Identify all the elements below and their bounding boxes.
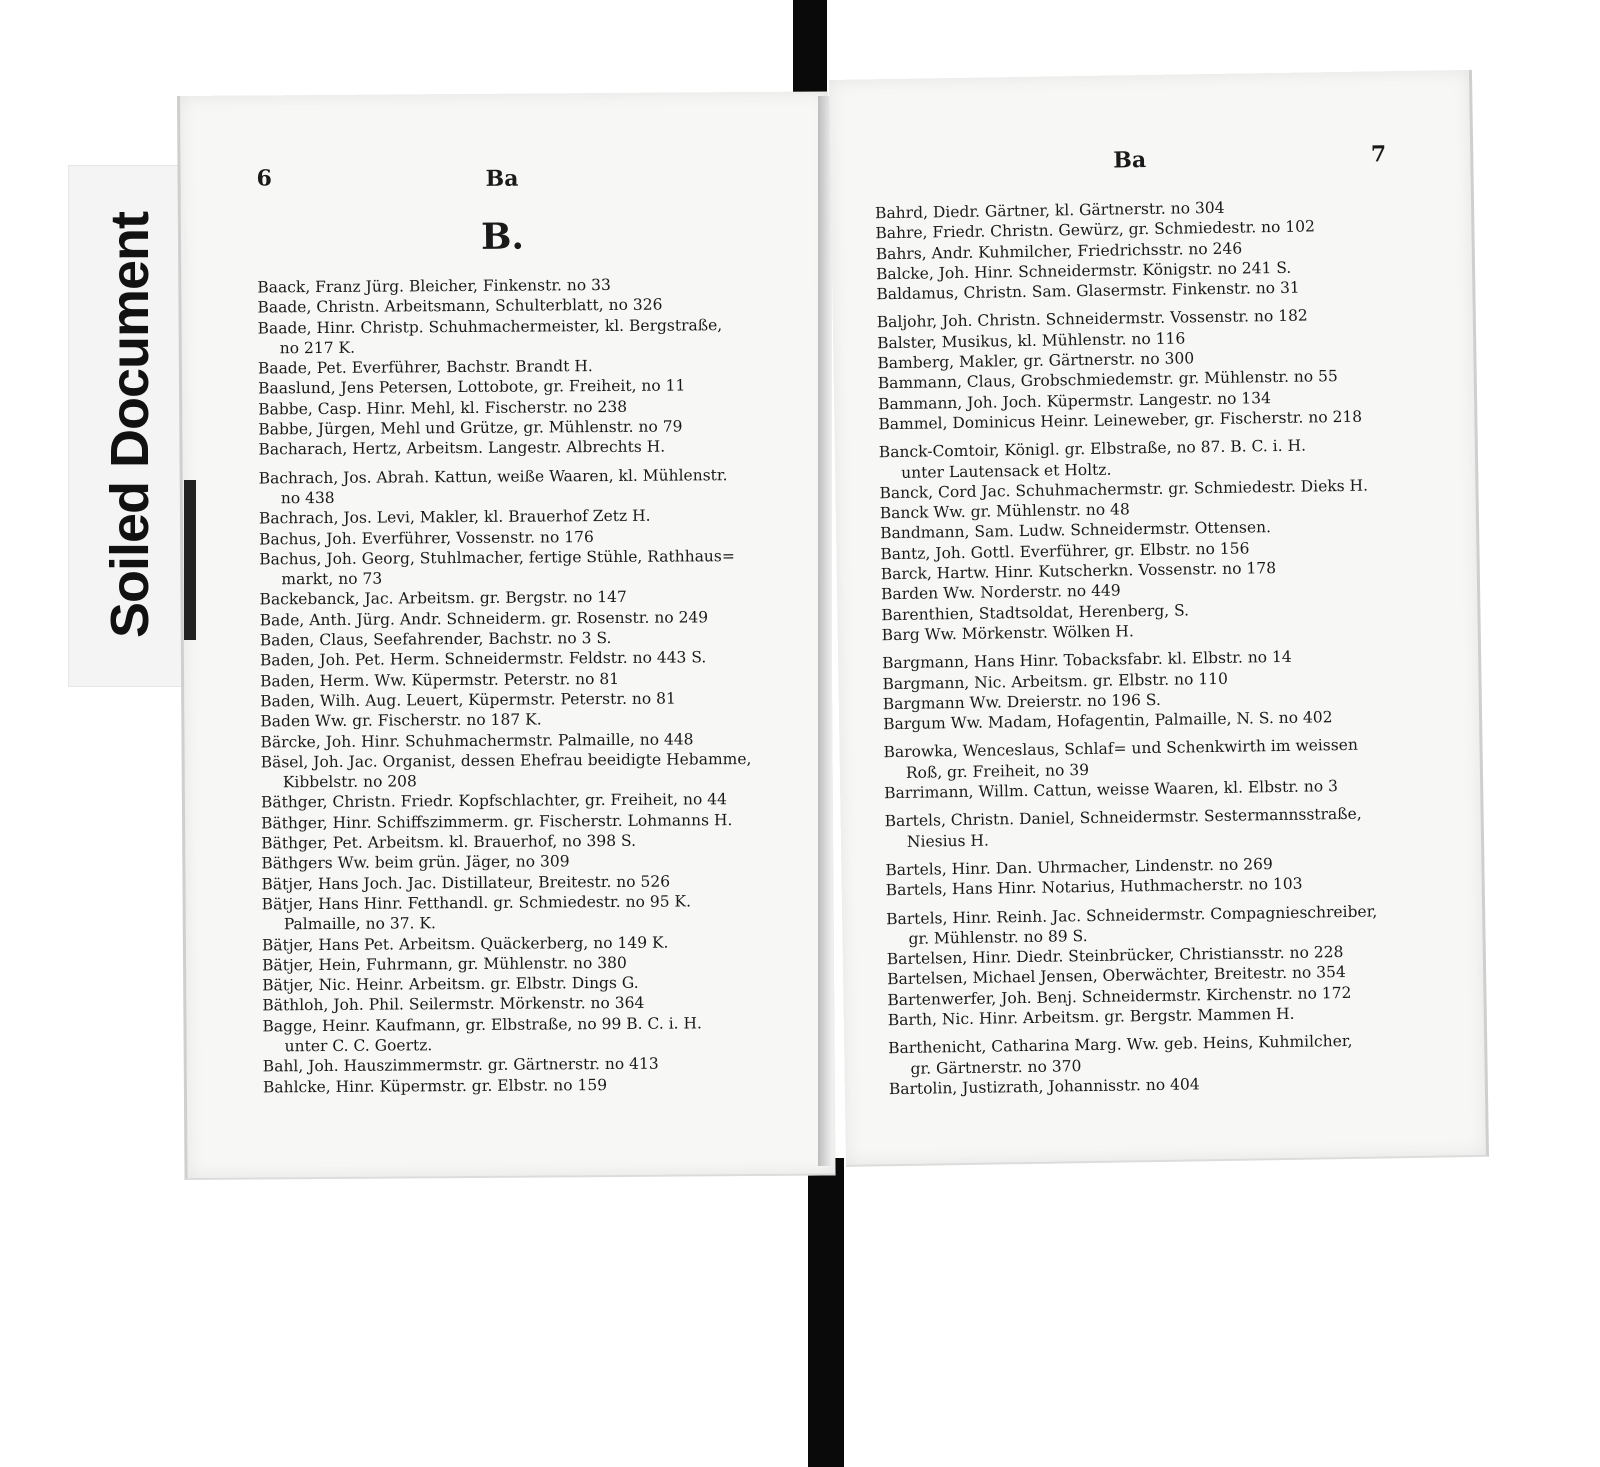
directory-entry: Banck, Cord Jac. Schuhmachermstr. gr. Schmiedestr. Dieks H.: [879, 476, 1369, 503]
directory-entry: Barth, Nic. Hinr. Arbeitsm. gr. Bergstr. Mammen H.: [887, 1004, 1295, 1030]
directory-entry: Bachus, Joh. Georg, Stuhlmacher, fertige Stühle, Rathhaus=: [259, 546, 735, 569]
directory-entry: Barck, Hartw. Hinr. Kutscherkn. Vossenstr. no 178: [880, 559, 1277, 584]
directory-entry: Bade, Anth. Jürg. Andr. Schneiderm. gr. Rosenstr. no 249: [259, 608, 709, 630]
directory-entry: Baden, Joh. Pet. Herm. Schneidermstr. Feldstr. no 443 S.: [259, 648, 707, 670]
binding-strip-top: [793, 0, 827, 100]
directory-entry: Babbe, Casp. Hinr. Mehl, kl. Fischerstr. no 238: [258, 397, 628, 419]
directory-entry-continuation: unter C. C. Goertz.: [284, 1036, 433, 1056]
left-page: [177, 91, 836, 1180]
spine-mark: [184, 480, 196, 640]
directory-entry: Bahre, Friedr. Christn. Gewürz, gr. Schmiedestr. no 102: [875, 217, 1316, 243]
directory-entry: Bammann, Joh. Joch. Küpermstr. Langestr. no 134: [877, 388, 1272, 413]
directory-entry: Bammann, Claus, Grobschmiedemstr. gr. Mühlenstr. no 55: [877, 367, 1338, 393]
directory-entry: Banck Ww. gr. Mühlenstr. no 48: [879, 500, 1130, 523]
directory-entry: Baden Ww. gr. Fischerstr. no 187 K.: [260, 710, 542, 731]
directory-entry: Bacharach, Hertz, Arbeitsm. Langestr. Albrechts H.: [258, 437, 666, 459]
directory-entry: Bachus, Joh. Everführer, Vossenstr. no 176: [259, 527, 594, 548]
directory-entry: Bahlcke, Hinr. Küpermstr. gr. Elbstr. no 159: [262, 1075, 608, 1097]
directory-entry: Barg Ww. Mörkenstr. Wölken H.: [881, 622, 1134, 645]
directory-entry: Balster, Musikus, kl. Mühlenstr. no 116: [876, 329, 1186, 353]
directory-entry: Bargmann, Hans Hinr. Tobacksfabr. kl. Elbstr. no 14: [882, 648, 1292, 673]
stamp-label: Soiled Document: [100, 211, 161, 639]
left-page-header: [180, 161, 828, 200]
directory-entry: Baade, Pet. Everführer, Bachstr. Brandt H.: [257, 357, 593, 378]
directory-entry: Bätjer, Hans Pet. Arbeitsm. Quäckerberg, no 149 K.: [261, 933, 669, 954]
directory-entry: Barthenicht, Catharina Marg. Ww. geb. Heins, Kuhmilcher,: [888, 1032, 1353, 1058]
directory-entry: Banck-Comtoir, Königl. gr. Elbstraße, no 87. B. C. i. H.: [878, 436, 1307, 462]
directory-entry-continuation: unter Lautensack et Holtz.: [901, 460, 1112, 482]
right-page-header: [830, 140, 1470, 184]
directory-entry: Babbe, Jürgen, Mehl und Grütze, gr. Mühlenstr. no 79: [258, 417, 683, 439]
directory-entry: Bäthger, Christn. Friedr. Kopfschlachter, gr. Freiheit, no 44: [260, 790, 728, 812]
directory-entry: Bachrach, Jos. Levi, Makler, kl. Brauerhof Zetz H.: [258, 506, 651, 528]
directory-entry: Backebanck, Jac. Arbeitsm. gr. Bergstr. no 147: [259, 588, 627, 609]
directory-entry: Bartels, Hinr. Reinh. Jac. Schneidermstr. Compagnieschreiber,: [886, 901, 1378, 928]
directory-entry: Bahrs, Andr. Kuhmilcher, Friedrichsstr. no 246: [875, 239, 1243, 263]
directory-entry: Barden Ww. Norderstr. no 449: [880, 581, 1121, 604]
directory-entry: Bätjer, Hans Joch. Jac. Distillateur, Breitestr. no 526: [261, 872, 671, 894]
directory-entry-continuation: no 438: [280, 488, 335, 508]
directory-entry: Bahl, Joh. Hauszimmermstr. gr. Gärtnerstr. no 413: [262, 1054, 659, 1076]
running-head: Ba: [485, 165, 519, 192]
directory-entry: Baaslund, Jens Petersen, Lottobote, gr. Freiheit, no 11: [257, 376, 686, 398]
directory-entry: Bätjer, Hans Hinr. Fetthandl. gr. Schmiedestr. no 95 K.: [261, 892, 692, 914]
directory-entry: Bahrd, Diedr. Gärtner, kl. Gärtnerstr. no 304: [874, 198, 1225, 223]
directory-entry: Bartels, Hans Hinr. Notarius, Huthmacherstr. no 103: [885, 874, 1303, 900]
right-page: [829, 70, 1489, 1167]
directory-entry: Bäthgers Ww. beim grün. Jäger, no 309: [261, 852, 570, 873]
directory-entry-continuation: gr. Gärtnerstr. no 370: [910, 1056, 1082, 1078]
directory-entry: Bagge, Heinr. Kaufmann, gr. Elbstraße, no 99 B. C. i. H.: [262, 1014, 702, 1036]
directory-entry: Bandmann, Sam. Ludw. Schneidermstr. Ottensen.: [879, 518, 1272, 543]
entry-list-left: [257, 274, 823, 1098]
directory-entry: Bachrach, Jos. Abrah. Kattun, weiße Waaren, kl. Mühlenstr.: [258, 465, 728, 488]
page-number: 6: [256, 165, 272, 192]
directory-entry: Bartels, Hinr. Dan. Uhrmacher, Lindenstr. no 269: [885, 855, 1273, 880]
directory-entry: Barrimann, Willm. Cattun, weisse Waaren, kl. Elbstr. no 3: [884, 777, 1339, 803]
directory-entry: Bäsel, Joh. Jac. Organist, dessen Ehefrau beeidigte Hebamme,: [260, 749, 752, 772]
directory-entry: Bammel, Dominicus Heinr. Leineweber, gr. Fischerstr. no 218: [878, 407, 1363, 434]
directory-entry: Baden, Claus, Seefahrender, Bachstr. no 3 S.: [259, 629, 612, 650]
directory-entry: Bargum Ww. Madam, Hofagentin, Palmaille, N. S. no 402: [882, 708, 1333, 734]
directory-entry: Baljohr, Joh. Christn. Schneidermstr. Vossenstr. no 182: [876, 306, 1308, 332]
directory-entry: Barowka, Wenceslaus, Schlaf= und Schenkwirth im weissen: [883, 736, 1358, 762]
directory-entry: Bärcke, Joh. Hinr. Schuhmachermstr. Palmaille, no 448: [260, 729, 694, 751]
directory-entry: Barenthien, Stadtsoldat, Herenberg, S.: [881, 601, 1190, 624]
directory-entry: Bartelsen, Michael Jensen, Oberwächter, Breitestr. no 354: [886, 963, 1346, 989]
page-number: 7: [1370, 141, 1387, 168]
section-letter: B.: [480, 215, 525, 258]
directory-entry: Balcke, Joh. Hinr. Schneidermstr. Königstr. no 241 S.: [875, 258, 1292, 284]
directory-entry-continuation: Roß, gr. Freiheit, no 39: [905, 760, 1090, 782]
directory-entry-continuation: no 217 K.: [279, 338, 356, 358]
directory-entry: Bartelsen, Hinr. Diedr. Steinbrücker, Christiansstr. no 228: [886, 943, 1344, 969]
directory-entry: Bätjer, Nic. Heinr. Arbeitsm. gr. Elbstr. Dings G.: [262, 973, 639, 995]
directory-entry: Bamberg, Makler, gr. Gärtnerstr. no 300: [877, 349, 1195, 373]
directory-entry: Baade, Hinr. Christp. Schuhmachermeister, kl. Bergstraße,: [257, 315, 723, 338]
directory-entry: Baden, Herm. Ww. Küpermstr. Peterstr. no 81: [260, 669, 620, 691]
directory-entry: Bantz, Joh. Gottl. Everführer, gr. Elbstr. no 156: [880, 539, 1250, 563]
entry-list-right: [875, 194, 1464, 1099]
directory-entry-continuation: Niesius H.: [906, 831, 990, 851]
binding-strip-bottom: [808, 1158, 844, 1467]
directory-entry: Baade, Christn. Arbeitsmann, Schulterblatt, no 326: [257, 295, 663, 317]
directory-entry: Bäthloh, Joh. Phil. Seilermstr. Mörkenstr. no 364: [262, 994, 645, 1015]
directory-entry: Bätjer, Hein, Fuhrmann, gr. Mühlenstr. no 380: [262, 953, 627, 975]
directory-entry: Bartolin, Justizrath, Johannisstr. no 404: [888, 1075, 1200, 1099]
directory-entry: Bäthger, Pet. Arbeitsm. kl. Brauerhof, no 398 S.: [261, 831, 637, 853]
directory-entry: Bartels, Christn. Daniel, Schneidermstr. Sestermannsstraße,: [884, 805, 1362, 831]
directory-entry: Bäthger, Hinr. Schiffszimmerm. gr. Fischerstr. Lohmanns H.: [261, 810, 733, 833]
directory-entry: Bargmann Ww. Dreierstr. no 196 S.: [882, 690, 1161, 714]
directory-entry-continuation: Kibbelstr. no 208: [282, 772, 417, 792]
gutter-shadow: [818, 96, 832, 1166]
directory-entry-continuation: markt, no 73: [281, 569, 383, 589]
directory-entry-continuation: gr. Mühlenstr. no 89 S.: [908, 926, 1088, 948]
running-head: Ba: [1113, 147, 1147, 174]
directory-entry: Baden, Wilh. Aug. Leuert, Küpermstr. Peterstr. no 81: [260, 689, 676, 711]
directory-entry: Baack, Franz Jürg. Bleicher, Finkenstr. no 33: [257, 275, 611, 297]
directory-entry: Baldamus, Christn. Sam. Glasermstr. Finkenstr. no 31: [876, 278, 1300, 304]
directory-entry: Bargmann, Nic. Arbeitsm. gr. Elbstr. no 110: [882, 669, 1229, 693]
directory-entry: Bartenwerfer, Joh. Benj. Schneidermstr. Kirchenstr. no 172: [887, 983, 1352, 1009]
directory-entry-continuation: Palmaille, no 37. K.: [283, 914, 436, 934]
